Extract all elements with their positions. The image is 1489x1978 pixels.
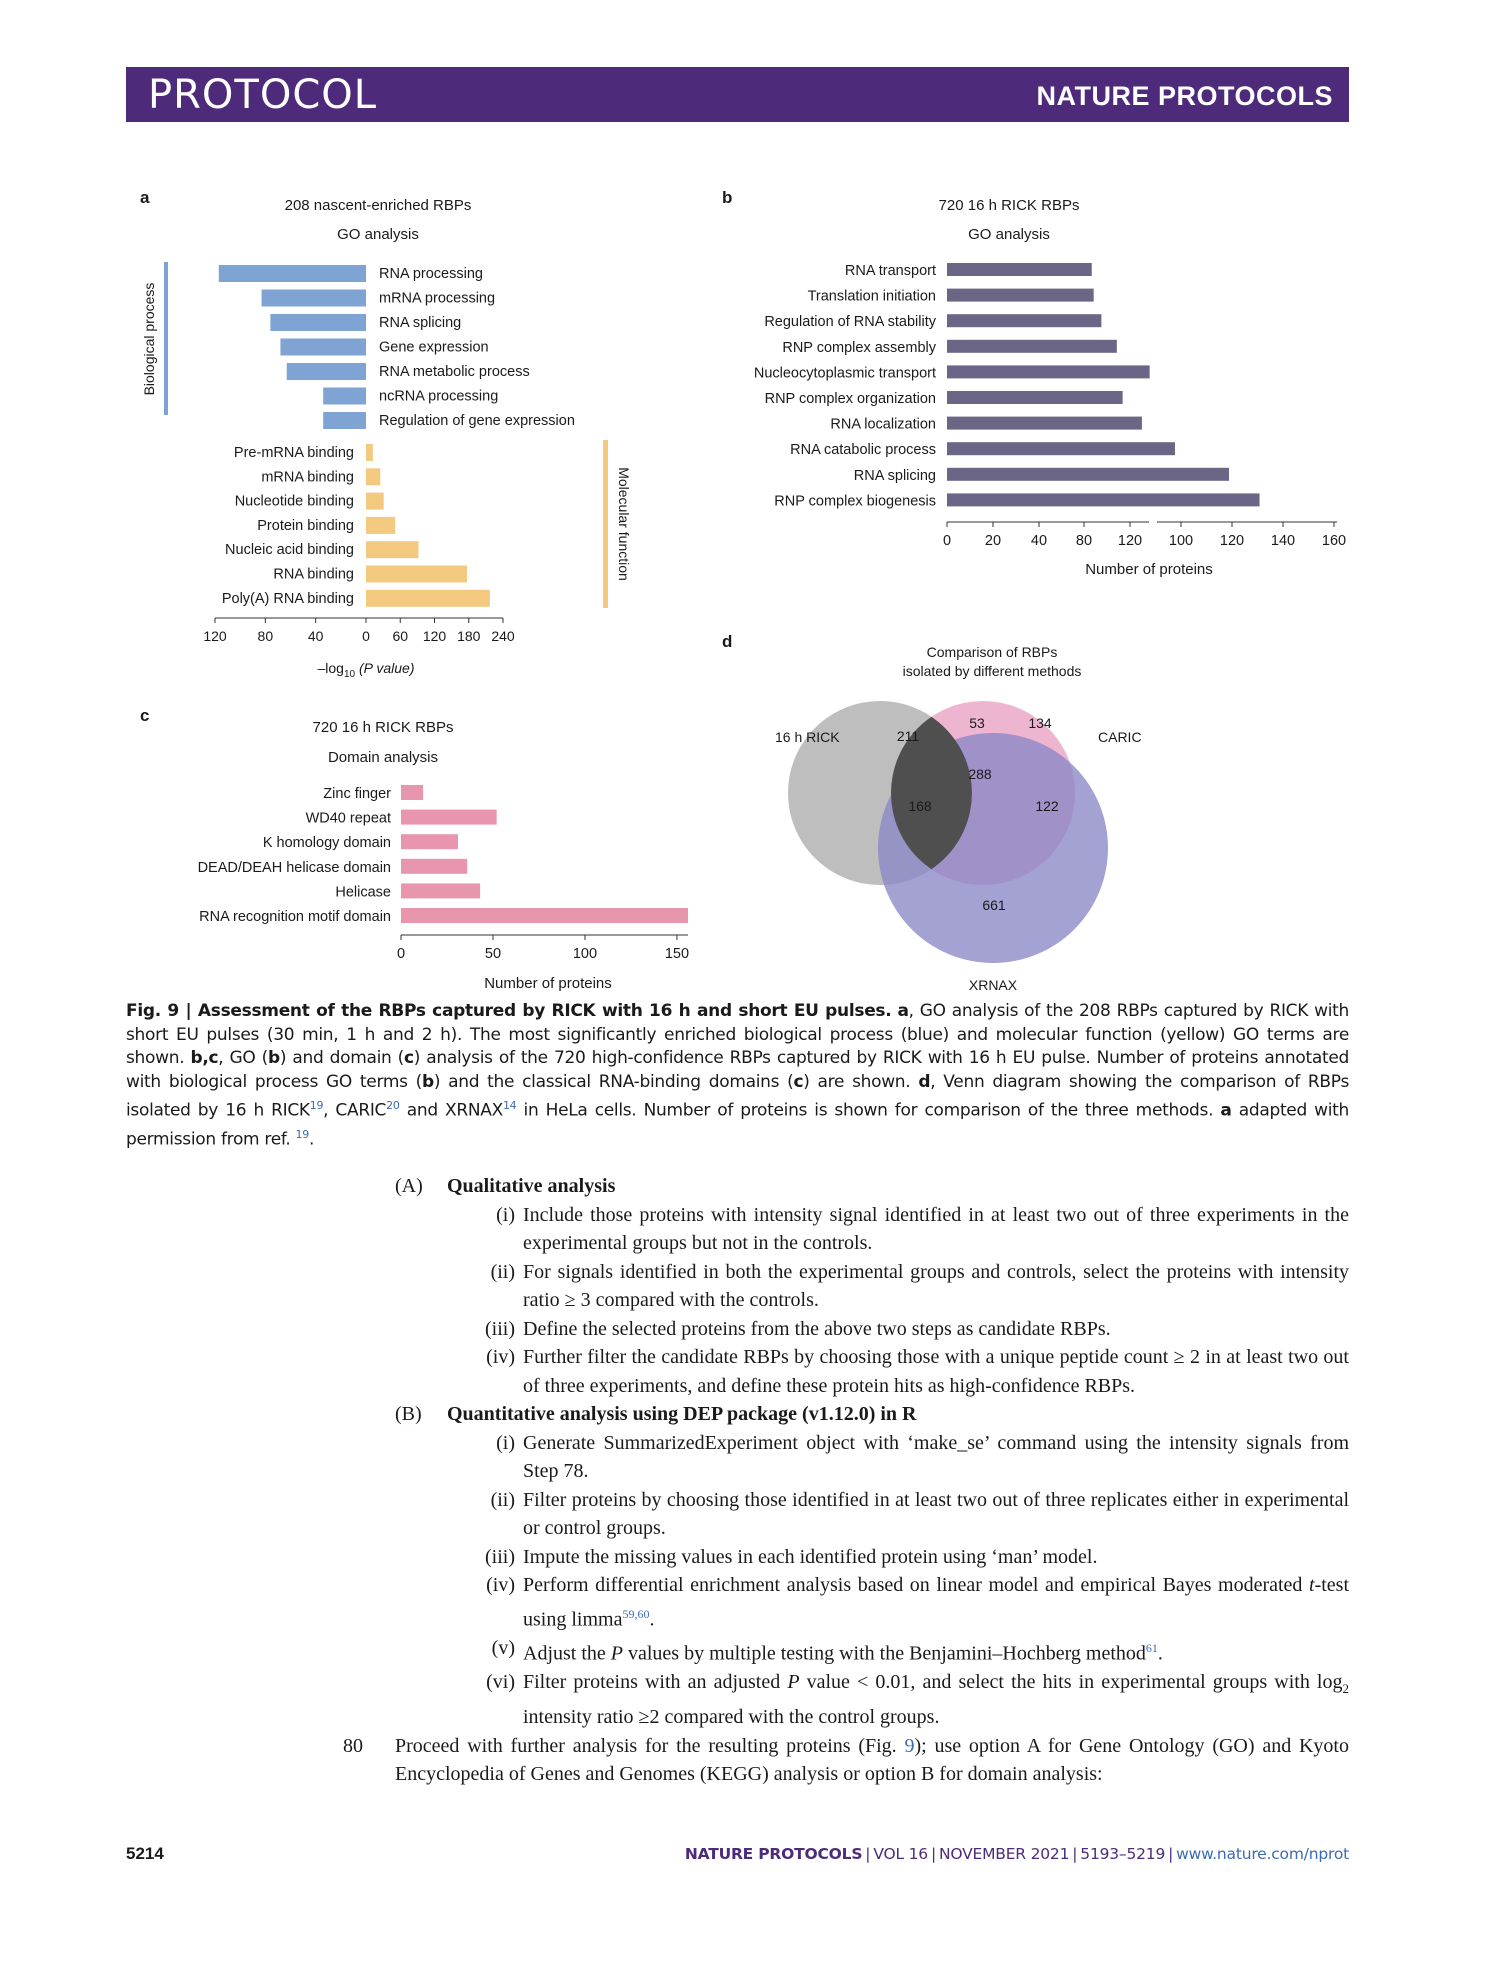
footer-date: NOVEMBER 2021 (938, 1845, 1070, 1863)
caption-letter: b,c (190, 1048, 219, 1068)
bar-c-1 (401, 810, 497, 825)
ticklabel-c-3: 150 (664, 946, 690, 962)
bar-c-3 (401, 859, 467, 874)
venn-count-xrnax-only: 661 (982, 897, 1006, 913)
chart-b-title: 720 16 h RICK RBPs (938, 197, 1080, 214)
list-item (395, 1315, 1349, 1344)
list-item (395, 1258, 1349, 1315)
section-b-heading (395, 1400, 1349, 1429)
label-b-6: RNA localization (830, 416, 936, 433)
caption-text: ) analysis of the 720 high-confidence RBPs captured by RICK with 16 h EU pulse. Number of proteins annotated with biological process GO terms ( (126, 1048, 1349, 1092)
section-title: Quantitative analysis using DEP package (v1.12.0) in R (447, 1403, 917, 1425)
list-item (395, 1634, 1349, 1668)
step-80 (343, 1732, 1349, 1789)
chart-c-domain-analysis (130, 700, 710, 1000)
panel-letter-a: a (140, 188, 150, 207)
bar-b-1 (947, 289, 1094, 302)
citation-link[interactable]: 59,60 (622, 1606, 650, 1621)
item-text: . (649, 1608, 655, 1631)
item-number: (iv) (486, 1574, 515, 1596)
ticklabel-b-0: 0 (942, 533, 952, 549)
chart-b-subtitle: GO analysis (968, 226, 1050, 243)
label-b-1: Translation initiation (807, 288, 936, 305)
venn-count-all: 288 (968, 766, 992, 782)
venn-label-rick: 16 h RICK (775, 729, 840, 745)
caption-text: in HeLa cells. Number of proteins is shown for comparison of the three methods. (516, 1100, 1221, 1121)
item-text: For signals identified in both the experimental groups and controls, select the proteins with intensity ratio ≥ 3 compared with the controls. (523, 1260, 1349, 1311)
label-a-mol-1: mRNA binding (261, 469, 354, 486)
list-item (395, 1343, 1349, 1400)
caption-text: . (308, 1129, 315, 1150)
ticklabel-b-7: 140 (1270, 533, 1296, 549)
item-number: (vi) (486, 1670, 515, 1693)
list-item (395, 1201, 1349, 1258)
section-number: (A) (395, 1175, 423, 1197)
bar-a-bio-0 (219, 265, 366, 282)
item-number: (v) (491, 1636, 515, 1659)
bar-c-0 (401, 785, 423, 800)
panel-letter-b: b (722, 188, 733, 207)
bar-a-bio-6 (323, 412, 366, 429)
bar-a-bio-2 (270, 314, 366, 331)
ticklabel-c-2: 100 (572, 946, 598, 962)
item-number: (iii) (485, 1317, 515, 1340)
label-b-5: RNP complex organization (764, 391, 936, 407)
caption-fig-label: Fig. 9 | Assessment of the RBPs captured by RICK with 16 h and short EU pulses. (126, 1001, 892, 1021)
item-text: P (610, 1642, 623, 1665)
item-text: value < 0.01, and select the hits in experimental groups with log (799, 1670, 1343, 1693)
bar-a-mol-5 (366, 566, 467, 583)
item-text: values by multiple testing with the Benjamini–Hochberg method (623, 1642, 1146, 1665)
bar-a-mol-2 (366, 493, 384, 510)
venn-count-caric-only: 134 (1028, 715, 1052, 731)
venn-label-xrnax: XRNAX (968, 977, 1018, 993)
ticklabel-b-4: 120 (1117, 533, 1143, 549)
ticklabel-b-6: 120 (1219, 533, 1245, 549)
section-a-heading (395, 1172, 1349, 1201)
bar-b-5 (947, 391, 1123, 404)
bio-group-bar (164, 262, 168, 415)
ticklabel-a-left-1: 80 (257, 628, 274, 644)
footer-journal: NATURE PROTOCOLS (684, 1845, 863, 1863)
label-b-3: RNP complex assembly (782, 339, 936, 356)
chart-c-xlabel: Number of proteins (484, 975, 612, 992)
label-a-bio-5: ncRNA processing (379, 388, 499, 405)
chart-a-xlabel: $-\log_{10}$ (P value) (317, 660, 415, 680)
ticklabel-a-right-1: 120 (422, 628, 447, 644)
panel-letter-d: d (722, 632, 733, 651)
label-b-0: RNA transport (844, 263, 936, 279)
label-a-bio-2: RNA splicing (379, 315, 462, 331)
caption-letter: b (268, 1048, 280, 1068)
item-text: P (787, 1670, 800, 1693)
citation-link[interactable]: 61 (1145, 1640, 1158, 1655)
chart-b-go-analysis (715, 185, 1355, 585)
chart-d-venn (760, 640, 1190, 1000)
ticklabel-b-1: 20 (984, 533, 1002, 549)
bar-a-bio-4 (287, 363, 366, 380)
label-c-2: K homology domain (262, 835, 391, 852)
ticklabel-b-8: 160 (1321, 533, 1347, 549)
bar-a-bio-1 (262, 290, 366, 307)
label-b-8: RNA splicing (853, 467, 936, 484)
ticklabel-a-right-0: 60 (392, 628, 409, 644)
label-a-mol-3: Protein binding (257, 517, 354, 534)
footer-pages: 5193–5219 (1080, 1845, 1166, 1863)
caption-letter: c (404, 1048, 414, 1068)
item-text: t (1309, 1574, 1315, 1596)
venn-count-rick-xrnax: 168 (908, 798, 932, 814)
label-a-mol-0: Pre-mRNA binding (233, 445, 354, 461)
caption-letter: a (897, 1001, 909, 1021)
label-b-9: RNP complex biogenesis (774, 493, 936, 510)
bar-b-0 (947, 263, 1092, 276)
caption-text: , GO ( (218, 1048, 269, 1068)
item-text: Include those proteins with intensity signal identified in at least two out of three experiments in the experimental groups but not in the controls. (523, 1203, 1349, 1254)
citation-link[interactable]: 19 (309, 1099, 324, 1112)
label-a-bio-0: RNA processing (379, 266, 483, 282)
item-text: Define the selected proteins from the above two steps as candidate RBPs. (523, 1317, 1111, 1340)
body-text (343, 1172, 1349, 1789)
item-number: (ii) (490, 1260, 515, 1283)
caption-text: ) are shown. (803, 1071, 919, 1092)
step-text: ); use option A for Gene Ontology (GO) and Kyoto Encyclopedia of Genes and Genomes (KEGG) analysis or option B for domain analysis: (395, 1734, 1349, 1786)
chart-a-go-analysis (130, 185, 630, 690)
label-c-1: WD40 repeat (305, 810, 391, 827)
label-a-mol-6: Poly(A) RNA binding (221, 590, 354, 607)
footer-url[interactable]: www.nature.com/nprot (1176, 1845, 1349, 1863)
item-text: Perform differential enrichment analysis based on linear model and empirical Bayes moderated (523, 1574, 1309, 1596)
label-b-2: Regulation of RNA stability (764, 314, 936, 331)
bar-c-2 (401, 834, 458, 849)
item-number: (i) (496, 1203, 515, 1226)
bar-a-mol-1 (366, 468, 380, 485)
ticklabel-a-right-3: 240 (491, 628, 515, 644)
caption-text: and XRNAX (399, 1100, 503, 1121)
item-text: Filter proteins by choosing those identified in at least two out of three replicates either in experimental or control groups. (523, 1488, 1349, 1539)
list-item (395, 1429, 1349, 1486)
label-c-3: DEAD/DEAH helicase domain (197, 859, 391, 876)
bar-a-mol-3 (366, 517, 395, 534)
chart-a-subtitle: GO analysis (337, 226, 419, 243)
item-number: (iii) (485, 1545, 515, 1568)
bar-b-8 (947, 468, 1229, 481)
item-number: (iv) (486, 1346, 515, 1368)
bar-a-mol-4 (366, 541, 419, 558)
panel-letter-c: c (140, 706, 150, 725)
venn-count-caric-xrnax: 122 (1035, 798, 1059, 814)
bar-a-bio-3 (280, 339, 366, 356)
ticklabel-a-left-3: 0 (362, 628, 370, 644)
item-number: (ii) (490, 1488, 515, 1511)
section-number: (B) (395, 1403, 422, 1425)
item-text: . (1157, 1642, 1163, 1665)
label-a-bio-3: Gene expression (379, 339, 489, 356)
label-a-mol-2: Nucleotide binding (234, 493, 354, 510)
caption-letter: b (421, 1071, 434, 1092)
item-number: (i) (496, 1431, 515, 1454)
chart-a-title: 208 nascent-enriched RBPs (284, 197, 472, 214)
label-b-4: Nucleocytoplasmic transport (753, 365, 936, 382)
venn-count-rick-caric: 53 (969, 715, 985, 731)
ticklabel-b-2: 40 (1030, 533, 1048, 549)
mol-group-label: Molecular function (616, 467, 632, 581)
page-number: 5214 (126, 1844, 164, 1863)
chart-c-subtitle: Domain analysis (327, 749, 439, 766)
list-item (395, 1543, 1349, 1572)
step-text: Proceed with further analysis for the resulting proteins (Fig. (395, 1734, 905, 1757)
section-title: Qualitative analysis (447, 1175, 616, 1197)
item-text: Filter proteins with an adjusted (523, 1670, 788, 1693)
citation-link[interactable]: 20 (386, 1099, 400, 1112)
label-a-bio-4: RNA metabolic process (379, 364, 530, 380)
mol-group-bar (603, 440, 608, 608)
caption-text: adapted with permission from ref. (126, 1100, 1349, 1150)
footer-citation: NATURE PROTOCOLS | VOL 16 | NOVEMBER 2021 | 5193–5219 | www.nature.com/nprot (684, 1845, 1349, 1863)
ticklabel-a-left-0: 120 (203, 628, 227, 644)
bar-b-3 (947, 340, 1117, 353)
bio-group-label: Biological process (141, 282, 157, 396)
list-item (395, 1486, 1349, 1543)
ticklabel-b-3: 80 (1075, 533, 1093, 549)
bar-c-5 (401, 908, 688, 923)
caption-letter: d (918, 1071, 931, 1092)
venn-label-caric: CARIC (1098, 729, 1142, 745)
list-item (395, 1571, 1349, 1634)
label-b-7: RNA catabolic process (790, 442, 936, 459)
label-a-bio-6: Regulation of gene expression (379, 413, 575, 429)
bar-a-mol-6 (366, 590, 490, 607)
caption-text: , Venn diagram showing the comparison of RBPs isolated by 16 h RICK (126, 1071, 1350, 1121)
item-text: Further filter the candidate RBPs by choosing those with a unique peptide count ≥ 2 in at least two out of three experiments, and define these protein hits as high-confidence RBPs. (523, 1346, 1349, 1397)
bar-b-7 (947, 442, 1175, 455)
ticklabel-a-left-2: 40 (307, 628, 324, 644)
label-a-bio-1: mRNA processing (379, 290, 496, 307)
journal-name: NATURE PROTOCOLS (1036, 81, 1333, 111)
item-text: intensity ratio ≥2 compared with the control groups. (523, 1706, 940, 1729)
ticklabel-c-1: 50 (484, 946, 502, 962)
footer-volume: VOL 16 (873, 1845, 928, 1863)
caption-text: ) and domain ( (279, 1048, 404, 1068)
ticklabel-c-0: 0 (396, 946, 406, 962)
ticklabel-a-right-2: 180 (457, 628, 481, 644)
caption-text: , CARIC (323, 1100, 387, 1121)
citation-link[interactable]: 19 (295, 1128, 309, 1142)
step-number: 80 (343, 1734, 363, 1757)
venn-title-2: isolated by different methods (902, 663, 1082, 679)
header-banner (126, 67, 1349, 122)
figure-link[interactable]: 9 (904, 1734, 915, 1757)
venn-title-1: Comparison of RBPs (926, 644, 1058, 660)
label-a-mol-5: RNA binding (273, 566, 354, 583)
ticklabel-b-5: 100 (1168, 533, 1194, 549)
list-item (395, 1668, 1349, 1732)
label-c-0: Zinc finger (323, 786, 391, 802)
bar-b-6 (947, 417, 1142, 430)
bar-b-4 (947, 365, 1150, 378)
bar-a-bio-5 (323, 388, 366, 405)
caption-text: ) and the classical RNA-binding domains ( (433, 1071, 794, 1092)
caption-letter: a (1220, 1100, 1232, 1121)
bar-b-9 (947, 493, 1260, 506)
item-text: Generate SummarizedExperiment object with ‘make_se’ command using the intensity signals from Step 78. (523, 1431, 1349, 1482)
chart-c-title: 720 16 h RICK RBPs (312, 719, 454, 736)
citation-link[interactable]: 14 (502, 1099, 517, 1112)
label-a-mol-4: Nucleic acid binding (225, 542, 354, 559)
venn-count-rick-only: 211 (896, 728, 920, 744)
figure-caption (126, 1000, 1349, 1152)
item-text: Adjust the (523, 1642, 611, 1665)
item-text: Impute the missing values in each identified protein using ‘man’ model. (523, 1545, 1098, 1568)
label-c-4: Helicase (335, 884, 391, 901)
item-text: -test using limma (523, 1574, 1349, 1631)
bar-a-mol-0 (366, 444, 373, 461)
caption-text: , GO analysis of the 208 RBPs captured by RICK with short EU pulses (30 min, 1 h and 2 h). The most significantly enriched biological process (blue) and molecular function (yellow) GO terms are shown. (126, 1001, 1349, 1068)
bar-c-4 (401, 883, 480, 898)
caption-letter: c (793, 1071, 804, 1092)
item-text: 2 (1342, 1680, 1349, 1696)
chart-b-xlabel: Number of proteins (1085, 561, 1213, 578)
bar-b-2 (947, 314, 1101, 327)
section-label: PROTOCOL (148, 72, 378, 118)
label-c-5: RNA recognition motif domain (199, 909, 391, 925)
